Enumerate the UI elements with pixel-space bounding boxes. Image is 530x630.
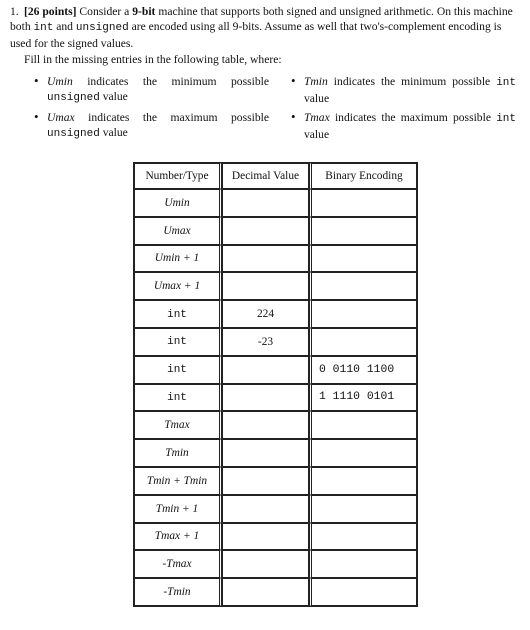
table-row [134, 495, 417, 523]
row-binary-cell[interactable] [309, 245, 417, 273]
row-decimal-cell[interactable] [222, 189, 309, 217]
row-binary-cell[interactable] [309, 217, 417, 245]
row-binary-cell[interactable] [309, 189, 417, 217]
points-label: [26 points] [24, 5, 77, 18]
row-binary-cell[interactable] [309, 300, 417, 328]
bullet-icon: • [290, 109, 296, 125]
table-row [134, 523, 417, 551]
row-binary-cell[interactable]: 0 0110 1100 [309, 356, 417, 384]
definition-tmax: • Tmax indicates the maximum possible int value [290, 109, 516, 142]
table-row [134, 411, 417, 439]
table-row [134, 245, 417, 273]
row-binary-cell[interactable] [309, 467, 417, 495]
table-row [134, 384, 417, 412]
definition-tmin: • Tmin indicates the minimum possible int value [290, 72, 516, 106]
question-block [10, 4, 516, 147]
question-number: 1. [10, 5, 19, 18]
row-type-cell: int [134, 328, 222, 356]
row-type-cell: Tmax [134, 411, 222, 439]
row-decimal-cell[interactable] [222, 439, 309, 467]
table-row [134, 550, 417, 578]
bullet-icon: • [34, 109, 39, 125]
definition-column-left [34, 74, 269, 147]
row-decimal-cell[interactable] [222, 495, 309, 523]
question-intro: 1. [26 points] Consider a 9-bit machine that supports both signed and unsigned arithmetic. On this machine both int and unsigned are encoded using all 9-bits. Assume as well that two's-complement encoding is used for the signed values. [10, 5, 513, 51]
row-type-cell: Umax [134, 217, 222, 245]
row-binary-cell[interactable] [309, 439, 417, 467]
row-type-cell: int [134, 300, 222, 328]
row-binary-cell[interactable]: 1 1110 0101 [309, 384, 417, 412]
row-type-cell: int [134, 356, 222, 384]
row-type-cell: Tmin + 1 [134, 495, 222, 523]
row-binary-cell[interactable] [309, 411, 417, 439]
row-type-cell: Tmin + Tmin [134, 467, 222, 495]
row-decimal-cell[interactable] [222, 578, 309, 606]
definition-column-right [291, 74, 516, 147]
row-type-cell: Umin [134, 189, 222, 217]
table-row [134, 300, 417, 328]
table-row [134, 578, 417, 606]
row-decimal-cell[interactable] [222, 523, 309, 551]
bullet-icon: • [290, 72, 296, 88]
row-decimal-cell[interactable] [222, 384, 309, 412]
definition-umax: • Umax indicates the maximum possible unsigned value [34, 110, 269, 142]
row-decimal-cell[interactable] [222, 411, 309, 439]
row-decimal-cell[interactable] [222, 550, 309, 578]
table-row [134, 356, 417, 384]
table-row [134, 272, 417, 300]
table-row [134, 439, 417, 467]
table-header-row [134, 163, 417, 189]
header-decimal-value: Decimal Value [222, 163, 309, 189]
table-row [134, 467, 417, 495]
row-type-cell: Tmax + 1 [134, 523, 222, 551]
bullet-icon: • [34, 72, 39, 88]
row-decimal-cell[interactable] [222, 272, 309, 300]
table-row [134, 328, 417, 356]
fill-in-instruction: Fill in the missing entries in the following table, where: [24, 52, 282, 66]
row-binary-cell[interactable] [309, 495, 417, 523]
definition-list [10, 74, 516, 147]
row-type-cell: -Tmin [134, 578, 222, 606]
answer-table [133, 162, 418, 607]
row-type-cell: -Tmax [134, 550, 222, 578]
row-decimal-cell[interactable] [222, 356, 309, 384]
row-type-cell: Umin + 1 [134, 245, 222, 273]
row-binary-cell[interactable] [309, 328, 417, 356]
row-binary-cell[interactable] [309, 272, 417, 300]
row-binary-cell[interactable] [309, 523, 417, 551]
row-decimal-cell[interactable]: -23 [222, 328, 309, 356]
row-decimal-cell[interactable] [222, 245, 309, 273]
table-row [134, 189, 417, 217]
header-number-type: Number/Type [134, 163, 222, 189]
row-binary-cell[interactable] [309, 578, 417, 606]
row-type-cell: int [134, 384, 222, 412]
row-type-cell: Tmin [134, 439, 222, 467]
row-binary-cell[interactable] [309, 550, 417, 578]
row-decimal-cell[interactable] [222, 217, 309, 245]
row-decimal-cell[interactable] [222, 467, 309, 495]
table-row [134, 217, 417, 245]
header-binary-encoding: Binary Encoding [309, 163, 417, 189]
bit-label: 9-bit [132, 5, 156, 18]
definition-umin: • Umin indicates the minimum possible unsigned value [34, 74, 269, 106]
row-decimal-cell[interactable]: 224 [222, 300, 309, 328]
row-type-cell: Umax + 1 [134, 272, 222, 300]
